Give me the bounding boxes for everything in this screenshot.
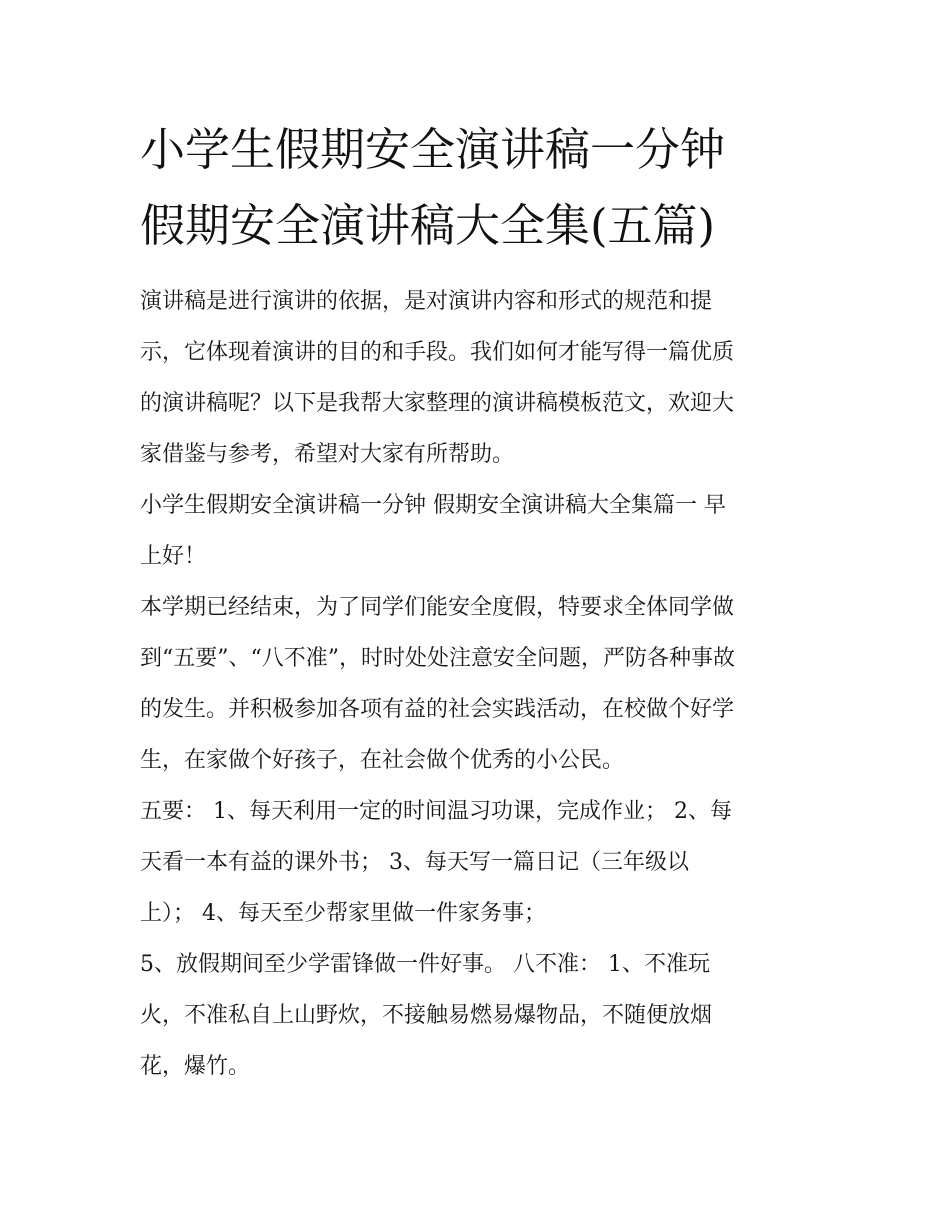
title-line-1: 小学生假期安全演讲稿一分钟 <box>140 123 726 176</box>
paragraph-five-musts <box>140 786 830 939</box>
text-line: 的演讲稿呢？以下是我帮大家整理的演讲稿模板范文，欢迎大 <box>140 391 735 416</box>
text-line: 到“五要”、“八不准”，时时处处注意安全问题，严防各种事故 <box>140 646 735 671</box>
paragraph-section-heading <box>140 480 830 582</box>
text-line: 五要： 1、每天利用一定的时间温习功课，完成作业； 2、每 <box>140 799 732 824</box>
paragraph-eight-donts <box>140 939 830 1092</box>
paragraph-intro <box>140 276 830 480</box>
text-line: 本学期已经结束，为了同学们能安全度假，特要求全体同学做 <box>140 595 735 620</box>
text-line: 天看一本有益的课外书； 3、每天写一篇日记（三年级以 <box>140 850 689 875</box>
text-line: 的发生。并积极参加各项有益的社会实践活动，在校做个好学 <box>140 697 735 722</box>
text-line: 小学生假期安全演讲稿一分钟 假期安全演讲稿大全集篇一 早 <box>140 493 726 518</box>
text-line: 演讲稿是进行演讲的依据，是对演讲内容和形式的规范和提 <box>140 289 713 314</box>
document-title <box>140 112 830 264</box>
text-line: 火，不准私自上山野炊，不接触易燃易爆物品，不随便放烟 <box>140 1003 713 1028</box>
text-line: 生，在家做个好孩子，在社会做个优秀的小公民。 <box>140 748 625 773</box>
text-line: 花，爆竹。 <box>140 1054 251 1079</box>
text-line: 家借鉴与参考，希望对大家有所帮助。 <box>140 442 515 467</box>
document-body <box>140 276 830 1092</box>
text-line: 5、放假期间至少学雷锋做一件好事。 八不准： 1、不准玩 <box>140 952 710 977</box>
title-line-2: 假期安全演讲稿大全集(五篇) <box>140 199 716 252</box>
paragraph-term-end <box>140 582 830 786</box>
text-line: 上好！ <box>140 544 207 569</box>
text-line: 示，它体现着演讲的目的和手段。我们如何才能写得一篇优质 <box>140 340 735 365</box>
text-line: 上）； 4、每天至少帮家里做一件家务事； <box>140 901 546 926</box>
